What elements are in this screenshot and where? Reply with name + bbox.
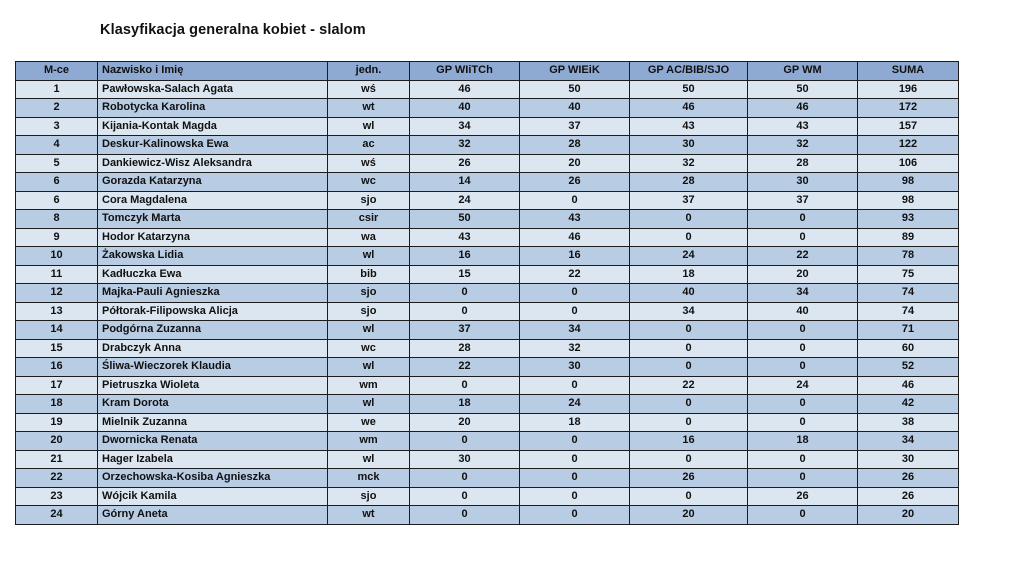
cell-place: 1 — [16, 80, 98, 99]
cell-gp-wiitch: 0 — [410, 506, 520, 525]
table-row — [16, 265, 959, 284]
table-row — [16, 228, 959, 247]
cell-gp-wiitch: 0 — [410, 487, 520, 506]
cell-place: 6 — [16, 173, 98, 192]
cell-name: Pietruszka Wioleta — [98, 376, 328, 395]
cell-name: Dwornicka Renata — [98, 432, 328, 451]
cell-sum: 30 — [858, 450, 959, 469]
cell-place: 4 — [16, 136, 98, 155]
cell-place: 18 — [16, 395, 98, 414]
cell-place: 11 — [16, 265, 98, 284]
cell-sum: 106 — [858, 154, 959, 173]
cell-name: Dankiewicz-Wisz Aleksandra — [98, 154, 328, 173]
cell-unit: wl — [328, 247, 410, 266]
cell-gp-wieik: 22 — [520, 265, 630, 284]
table-row — [16, 99, 959, 118]
table-row — [16, 358, 959, 377]
cell-gp-wieik: 0 — [520, 191, 630, 210]
cell-sum: 52 — [858, 358, 959, 377]
header-name: Nazwisko i Imię — [98, 62, 328, 81]
cell-gp-wm: 18 — [748, 432, 858, 451]
cell-sum: 60 — [858, 339, 959, 358]
cell-name: Kijania-Kontak Magda — [98, 117, 328, 136]
cell-sum: 75 — [858, 265, 959, 284]
cell-gp-wiitch: 14 — [410, 173, 520, 192]
cell-unit: wc — [328, 339, 410, 358]
header-gp-wiitch: GP WIiTCh — [410, 62, 520, 81]
cell-gp-wiitch: 50 — [410, 210, 520, 229]
cell-gp-ac-bib-sjo: 46 — [630, 99, 748, 118]
cell-gp-wieik: 30 — [520, 358, 630, 377]
header-gp-wm: GP WM — [748, 62, 858, 81]
cell-sum: 89 — [858, 228, 959, 247]
cell-unit: sjo — [328, 487, 410, 506]
cell-place: 6 — [16, 191, 98, 210]
cell-place: 21 — [16, 450, 98, 469]
cell-unit: wś — [328, 154, 410, 173]
cell-gp-wieik: 26 — [520, 173, 630, 192]
cell-unit: bib — [328, 265, 410, 284]
cell-gp-wiitch: 37 — [410, 321, 520, 340]
cell-gp-wiitch: 40 — [410, 99, 520, 118]
cell-place: 22 — [16, 469, 98, 488]
cell-name: Mielnik Zuzanna — [98, 413, 328, 432]
cell-name: Żakowska Lidia — [98, 247, 328, 266]
cell-place: 19 — [16, 413, 98, 432]
cell-gp-ac-bib-sjo: 0 — [630, 321, 748, 340]
cell-sum: 46 — [858, 376, 959, 395]
cell-gp-wm: 0 — [748, 413, 858, 432]
cell-name: Hager Izabela — [98, 450, 328, 469]
header-gp-ac-bib-sjo: GP AC/BIB/SJO — [630, 62, 748, 81]
cell-gp-wieik: 37 — [520, 117, 630, 136]
table-row — [16, 321, 959, 340]
cell-gp-wiitch: 28 — [410, 339, 520, 358]
cell-gp-wm: 24 — [748, 376, 858, 395]
cell-gp-wm: 0 — [748, 358, 858, 377]
table-row — [16, 210, 959, 229]
cell-sum: 98 — [858, 173, 959, 192]
cell-name: Tomczyk Marta — [98, 210, 328, 229]
cell-gp-wieik: 16 — [520, 247, 630, 266]
header-unit: jedn. — [328, 62, 410, 81]
cell-gp-wiitch: 24 — [410, 191, 520, 210]
cell-gp-wieik: 46 — [520, 228, 630, 247]
cell-gp-wm: 0 — [748, 395, 858, 414]
cell-gp-ac-bib-sjo: 0 — [630, 358, 748, 377]
cell-gp-ac-bib-sjo: 37 — [630, 191, 748, 210]
cell-gp-ac-bib-sjo: 34 — [630, 302, 748, 321]
cell-sum: 42 — [858, 395, 959, 414]
cell-gp-wm: 40 — [748, 302, 858, 321]
cell-gp-wiitch: 0 — [410, 376, 520, 395]
cell-sum: 157 — [858, 117, 959, 136]
cell-gp-ac-bib-sjo: 20 — [630, 506, 748, 525]
cell-gp-wm: 0 — [748, 450, 858, 469]
cell-place: 8 — [16, 210, 98, 229]
page-title: Klasyfikacja generalna kobiet - slalom — [100, 22, 366, 38]
cell-gp-wm: 34 — [748, 284, 858, 303]
cell-gp-wieik: 50 — [520, 80, 630, 99]
cell-gp-wiitch: 0 — [410, 284, 520, 303]
cell-sum: 78 — [858, 247, 959, 266]
cell-gp-ac-bib-sjo: 16 — [630, 432, 748, 451]
cell-sum: 34 — [858, 432, 959, 451]
table-row — [16, 173, 959, 192]
cell-gp-wieik: 0 — [520, 469, 630, 488]
cell-unit: ac — [328, 136, 410, 155]
cell-gp-wiitch: 34 — [410, 117, 520, 136]
cell-sum: 74 — [858, 284, 959, 303]
cell-gp-wm: 32 — [748, 136, 858, 155]
cell-unit: wl — [328, 358, 410, 377]
table-row — [16, 191, 959, 210]
cell-gp-wiitch: 20 — [410, 413, 520, 432]
cell-gp-ac-bib-sjo: 50 — [630, 80, 748, 99]
cell-unit: wl — [328, 321, 410, 340]
cell-name: Cora Magdalena — [98, 191, 328, 210]
cell-place: 16 — [16, 358, 98, 377]
cell-unit: wt — [328, 506, 410, 525]
cell-gp-wm: 0 — [748, 210, 858, 229]
cell-name: Gorazda Katarzyna — [98, 173, 328, 192]
cell-gp-wiitch: 26 — [410, 154, 520, 173]
cell-gp-wieik: 0 — [520, 450, 630, 469]
cell-unit: csir — [328, 210, 410, 229]
cell-place: 23 — [16, 487, 98, 506]
cell-unit: wl — [328, 450, 410, 469]
cell-gp-wieik: 34 — [520, 321, 630, 340]
cell-gp-wiitch: 32 — [410, 136, 520, 155]
header-place: M-ce — [16, 62, 98, 81]
cell-place: 3 — [16, 117, 98, 136]
cell-gp-wm: 26 — [748, 487, 858, 506]
cell-place: 24 — [16, 506, 98, 525]
table-row — [16, 339, 959, 358]
cell-unit: wl — [328, 395, 410, 414]
cell-unit: sjo — [328, 284, 410, 303]
cell-place: 13 — [16, 302, 98, 321]
cell-gp-wieik: 20 — [520, 154, 630, 173]
cell-unit: wm — [328, 432, 410, 451]
cell-gp-ac-bib-sjo: 0 — [630, 395, 748, 414]
cell-name: Deskur-Kalinowska Ewa — [98, 136, 328, 155]
cell-gp-ac-bib-sjo: 24 — [630, 247, 748, 266]
cell-place: 5 — [16, 154, 98, 173]
cell-gp-wm: 0 — [748, 469, 858, 488]
cell-name: Majka-Pauli Agnieszka — [98, 284, 328, 303]
header-gp-wieik: GP WIEiK — [520, 62, 630, 81]
cell-gp-wm: 50 — [748, 80, 858, 99]
cell-gp-ac-bib-sjo: 0 — [630, 228, 748, 247]
cell-place: 9 — [16, 228, 98, 247]
cell-unit: we — [328, 413, 410, 432]
cell-name: Drabczyk Anna — [98, 339, 328, 358]
cell-gp-ac-bib-sjo: 26 — [630, 469, 748, 488]
table-row — [16, 154, 959, 173]
cell-sum: 26 — [858, 469, 959, 488]
cell-gp-ac-bib-sjo: 40 — [630, 284, 748, 303]
table-row — [16, 450, 959, 469]
cell-gp-ac-bib-sjo: 0 — [630, 413, 748, 432]
cell-gp-wiitch: 43 — [410, 228, 520, 247]
cell-name: Orzechowska-Kosiba Agnieszka — [98, 469, 328, 488]
cell-gp-wieik: 24 — [520, 395, 630, 414]
cell-sum: 196 — [858, 80, 959, 99]
cell-gp-wm: 0 — [748, 321, 858, 340]
cell-gp-wieik: 0 — [520, 284, 630, 303]
cell-gp-ac-bib-sjo: 0 — [630, 210, 748, 229]
cell-gp-wm: 0 — [748, 339, 858, 358]
cell-gp-wieik: 40 — [520, 99, 630, 118]
table-row — [16, 487, 959, 506]
table-row — [16, 432, 959, 451]
cell-gp-ac-bib-sjo: 0 — [630, 450, 748, 469]
cell-gp-ac-bib-sjo: 0 — [630, 339, 748, 358]
header-row — [16, 62, 959, 81]
cell-gp-ac-bib-sjo: 22 — [630, 376, 748, 395]
cell-name: Górny Aneta — [98, 506, 328, 525]
cell-unit: wc — [328, 173, 410, 192]
cell-gp-wieik: 28 — [520, 136, 630, 155]
cell-gp-wm: 46 — [748, 99, 858, 118]
header-sum: SUMA — [858, 62, 959, 81]
cell-unit: wl — [328, 117, 410, 136]
cell-name: Półtorak-Filipowska Alicja — [98, 302, 328, 321]
cell-gp-wm: 0 — [748, 228, 858, 247]
cell-gp-wieik: 0 — [520, 302, 630, 321]
cell-sum: 93 — [858, 210, 959, 229]
cell-unit: wś — [328, 80, 410, 99]
cell-gp-wieik: 18 — [520, 413, 630, 432]
table-row — [16, 376, 959, 395]
cell-sum: 98 — [858, 191, 959, 210]
cell-gp-wieik: 0 — [520, 487, 630, 506]
cell-place: 17 — [16, 376, 98, 395]
table-row — [16, 284, 959, 303]
cell-sum: 122 — [858, 136, 959, 155]
cell-name: Podgórna Zuzanna — [98, 321, 328, 340]
table-row — [16, 413, 959, 432]
table-row — [16, 469, 959, 488]
table-row — [16, 247, 959, 266]
cell-gp-wieik: 43 — [520, 210, 630, 229]
cell-unit: mck — [328, 469, 410, 488]
cell-gp-wiitch: 0 — [410, 469, 520, 488]
cell-sum: 71 — [858, 321, 959, 340]
table-row — [16, 302, 959, 321]
cell-gp-wiitch: 18 — [410, 395, 520, 414]
cell-gp-wiitch: 22 — [410, 358, 520, 377]
cell-gp-ac-bib-sjo: 30 — [630, 136, 748, 155]
cell-gp-wiitch: 16 — [410, 247, 520, 266]
cell-place: 10 — [16, 247, 98, 266]
cell-place: 15 — [16, 339, 98, 358]
cell-name: Kram Dorota — [98, 395, 328, 414]
table-row — [16, 136, 959, 155]
cell-gp-ac-bib-sjo: 43 — [630, 117, 748, 136]
cell-gp-wieik: 0 — [520, 432, 630, 451]
cell-gp-wieik: 0 — [520, 506, 630, 525]
results-table — [15, 61, 959, 525]
cell-unit: sjo — [328, 191, 410, 210]
cell-gp-wm: 37 — [748, 191, 858, 210]
cell-name: Kadłuczka Ewa — [98, 265, 328, 284]
table-row — [16, 506, 959, 525]
cell-gp-ac-bib-sjo: 0 — [630, 487, 748, 506]
table-row — [16, 117, 959, 136]
cell-place: 12 — [16, 284, 98, 303]
cell-gp-wm: 0 — [748, 506, 858, 525]
cell-name: Robotycka Karolina — [98, 99, 328, 118]
cell-gp-wiitch: 15 — [410, 265, 520, 284]
cell-gp-ac-bib-sjo: 18 — [630, 265, 748, 284]
cell-name: Hodor Katarzyna — [98, 228, 328, 247]
cell-name: Wójcik Kamila — [98, 487, 328, 506]
cell-unit: wt — [328, 99, 410, 118]
cell-unit: wa — [328, 228, 410, 247]
cell-gp-wiitch: 30 — [410, 450, 520, 469]
table-row — [16, 395, 959, 414]
cell-gp-ac-bib-sjo: 32 — [630, 154, 748, 173]
cell-unit: wm — [328, 376, 410, 395]
cell-gp-wm: 22 — [748, 247, 858, 266]
cell-sum: 20 — [858, 506, 959, 525]
cell-gp-wm: 30 — [748, 173, 858, 192]
cell-unit: sjo — [328, 302, 410, 321]
cell-gp-wm: 28 — [748, 154, 858, 173]
cell-gp-wm: 20 — [748, 265, 858, 284]
cell-name: Śliwa-Wieczorek Klaudia — [98, 358, 328, 377]
cell-gp-wiitch: 0 — [410, 302, 520, 321]
cell-place: 14 — [16, 321, 98, 340]
cell-sum: 172 — [858, 99, 959, 118]
cell-sum: 38 — [858, 413, 959, 432]
results-body — [16, 80, 959, 524]
cell-gp-wiitch: 46 — [410, 80, 520, 99]
cell-place: 2 — [16, 99, 98, 118]
cell-name: Pawłowska-Salach Agata — [98, 80, 328, 99]
cell-gp-wieik: 32 — [520, 339, 630, 358]
cell-sum: 74 — [858, 302, 959, 321]
cell-sum: 26 — [858, 487, 959, 506]
table-row — [16, 80, 959, 99]
cell-gp-wm: 43 — [748, 117, 858, 136]
cell-gp-ac-bib-sjo: 28 — [630, 173, 748, 192]
cell-place: 20 — [16, 432, 98, 451]
cell-gp-wiitch: 0 — [410, 432, 520, 451]
cell-gp-wieik: 0 — [520, 376, 630, 395]
